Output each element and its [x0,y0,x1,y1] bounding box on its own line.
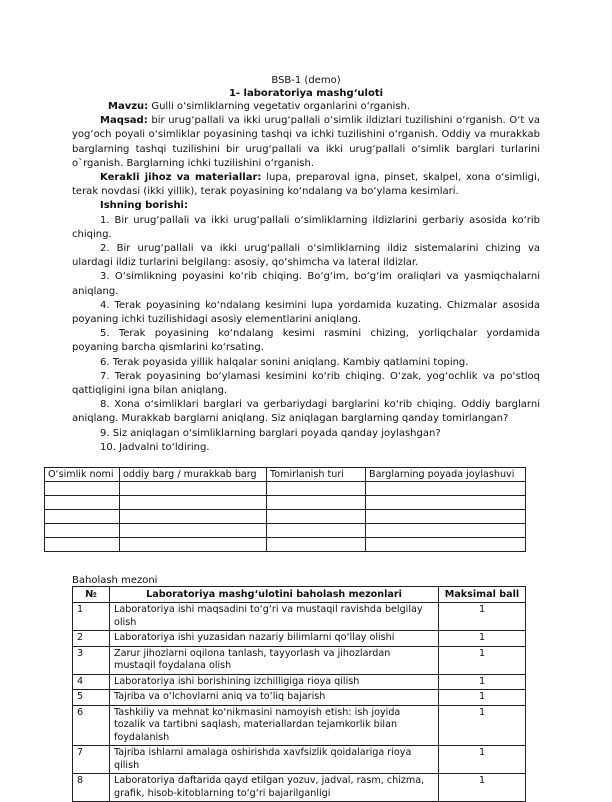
max-score: 1 [439,774,526,802]
step-5: 5. Terak poyasining ko‘ndalang kesimi rasmini chizing, yorliqchalar yordamida poyaning barcha qismlarini ko‘rsating. [72,328,540,354]
baholash-heading: Baholash mezoni [72,575,158,586]
table-row [45,538,526,552]
criterion-text: Laboratoriya ishi yuzasidan nazariy bilimlarni qo‘llay olishi [110,631,439,647]
maqsad-paragraph [72,114,540,171]
table-cell[interactable] [267,538,366,552]
ishning-borishi-heading: Ishning borishi: [100,200,188,212]
row-number: 6 [73,705,110,746]
max-score: 1 [439,646,526,674]
mavzu-paragraph [72,100,540,114]
table-cell[interactable] [366,524,526,538]
table-cell[interactable] [366,496,526,510]
table-cell[interactable] [366,482,526,496]
table-cell[interactable] [267,510,366,524]
table-cell[interactable] [366,510,526,524]
table-cell[interactable] [366,538,526,552]
criterion-text: Tajriba va o‘lchovlarni aniq va to‘liq bajarish [110,690,439,706]
table-cell[interactable] [120,496,267,510]
table-row [45,524,526,538]
table-header-cell: № [73,587,110,603]
jihoz-text: lupa, preparoval igna, pinset, skalpel, xona o‘simligi, terak novdasi (ikki yillik), terak poyasining ko‘ndalang va bo‘ylama kesimlari. [72,172,540,198]
table-row [45,510,526,524]
table-row [45,496,526,510]
table-header-cell: Barglarning poyada joylashuvi [366,468,526,482]
step-10: 10. Jadvalni to‘ldiring. [100,441,210,453]
table-row [73,774,526,802]
mavzu-label: Mavzu: [108,101,149,112]
table-cell[interactable] [45,482,120,496]
document-title: 1- laboratoriya mashg‘uloti [228,88,384,99]
document-body [72,100,540,455]
table-cell[interactable] [120,510,267,524]
table-header-cell: Maksimal ball [439,587,526,603]
max-score: 1 [439,690,526,706]
table-row [73,705,526,746]
max-score: 1 [439,631,526,647]
row-number: 4 [73,674,110,690]
maqsad-text: bir urug‘pallali va ikki urug‘pallali o‘simlik ildizlari tuzilishini o‘rganish. O‘t va yog‘och poyali o‘simliklar poyasining tashqi va ichki tuzilishini o‘rganish. Oddiy va murakkab barglarning tashqi tuzilishini bir urug‘pallali va ikki urug‘pallali o‘simlik barglari turlarini o`rganish. Barglarning ichki tuzilishini o‘rganish. [72,115,540,169]
table-row [73,646,526,674]
table-cell[interactable] [267,482,366,496]
table-cell[interactable] [45,524,120,538]
criterion-text: Zarur jihozlarni oqilona tanlash, tayyorlash va jihozlardan mustaqil foydalana olish [110,646,439,674]
table-cell[interactable] [120,524,267,538]
assessment-table [72,586,526,802]
table-header-cell: O‘simlik nomi [45,468,120,482]
step-6: 6. Terak poyasida yillik halqalar sonini aniqlang. Kambiy qatlamini toping. [100,356,469,368]
row-number: 5 [73,690,110,706]
table-header-row [73,587,526,603]
criterion-text: Tashkiliy va mehnat ko‘nikmasini namoyish etish: ish joyida tozalik va tartibni saqlash, materiallardan tejamkorlik bilan foydalanish [110,705,439,746]
fill-in-table [44,467,526,552]
table-cell[interactable] [45,510,120,524]
table-cell[interactable] [120,538,267,552]
row-number: 3 [73,646,110,674]
mavzu-text: Gulli o‘simliklarning vegetativ organlarini o‘rganish. [148,101,411,112]
row-number: 2 [73,631,110,647]
criterion-text: Tajriba ishlarni amalaga oshirishda xavfsizlik qoidalariga rioya qilish [110,746,439,774]
table-row [73,631,526,647]
max-score: 1 [439,746,526,774]
table-row [73,674,526,690]
maqsad-label: Maqsad: [100,115,148,127]
step-9: 9. Siz aniqlagan o‘simliklarning barglari poyada qanday joylashgan? [100,427,441,439]
criterion-text: Laboratoriya daftarida qayd etilgan yozuv, jadval, rasm, chizma, grafik, hisob-kitoblarning to‘g‘ri bajarilganligi [110,774,439,802]
table-row [73,603,526,631]
step-2: 2. Bir urug‘pallali va ikki urug‘pallali o‘simliklarning ildiz sistemalarini chizing va ulardagi ildiz turlarini belgilang: asosiy, qo‘shimcha va lateral ildizlar. [72,243,540,269]
table-cell[interactable] [45,538,120,552]
table-cell[interactable] [267,496,366,510]
table-row [73,746,526,774]
step-1: 1. Bir urug‘pallali va ikki urug‘pallali o‘simliklarning ildizlarini gerbariy asosida ko‘rib chiqing. [72,214,540,240]
max-score: 1 [439,705,526,746]
table-header-cell: oddiy barg / murakkab barg [120,468,267,482]
step-7: 7. Terak poyasining bo‘ylamasi kesimini ko‘rib chiqing. O‘zak, yog‘ochlik va po‘stloq qattiqligini igna bilan aniqlang. [72,370,540,397]
step-8: 8. Xona o‘simliklari barglari va gerbariydagi barglarini ko‘rib chiqing. Oddiy barglarni aniqlang. Murakkab barglarni aniqlang. Siz aniqlagan barglarning qanday tomirlangan? [72,399,540,425]
table-header-row [45,468,526,482]
table-header-cell: Tomirlanish turi [267,468,366,482]
step-3: 3. O‘simlikning poyasini ko‘rib chiqing. Bo‘g‘im, bo‘g‘im oraliqlari va yasmiqchalarni aniqlang. [72,271,540,297]
criterion-text: Laboratoriya ishi borishining izchilligiga rioya qilish [110,674,439,690]
row-number: 8 [73,774,110,802]
table-cell[interactable] [45,496,120,510]
document-code: BSB-1 (demo) [271,75,341,86]
jihoz-paragraph [72,171,540,199]
jihoz-label: Kerakli jihoz va materiallar: [100,172,262,184]
row-number: 7 [73,746,110,774]
step-4: 4. Terak poyasining ko‘ndalang kesimini lupa yordamida kuzating. Chizmalar asosida poyaning ichki tuzilishidagi asosiy elementlarini aniqlang. [72,299,540,326]
table-cell[interactable] [267,524,366,538]
table-row [73,690,526,706]
max-score: 1 [439,674,526,690]
max-score: 1 [439,603,526,631]
table-header-cell: Laboratoriya mashg‘ulotini baholash mezonlari [110,587,439,603]
criterion-text: Laboratoriya ishi maqsadini to‘g‘ri va mustaqil ravishda belgilay olish [110,603,439,631]
table-row [45,482,526,496]
table-cell[interactable] [120,482,267,496]
row-number: 1 [73,603,110,631]
